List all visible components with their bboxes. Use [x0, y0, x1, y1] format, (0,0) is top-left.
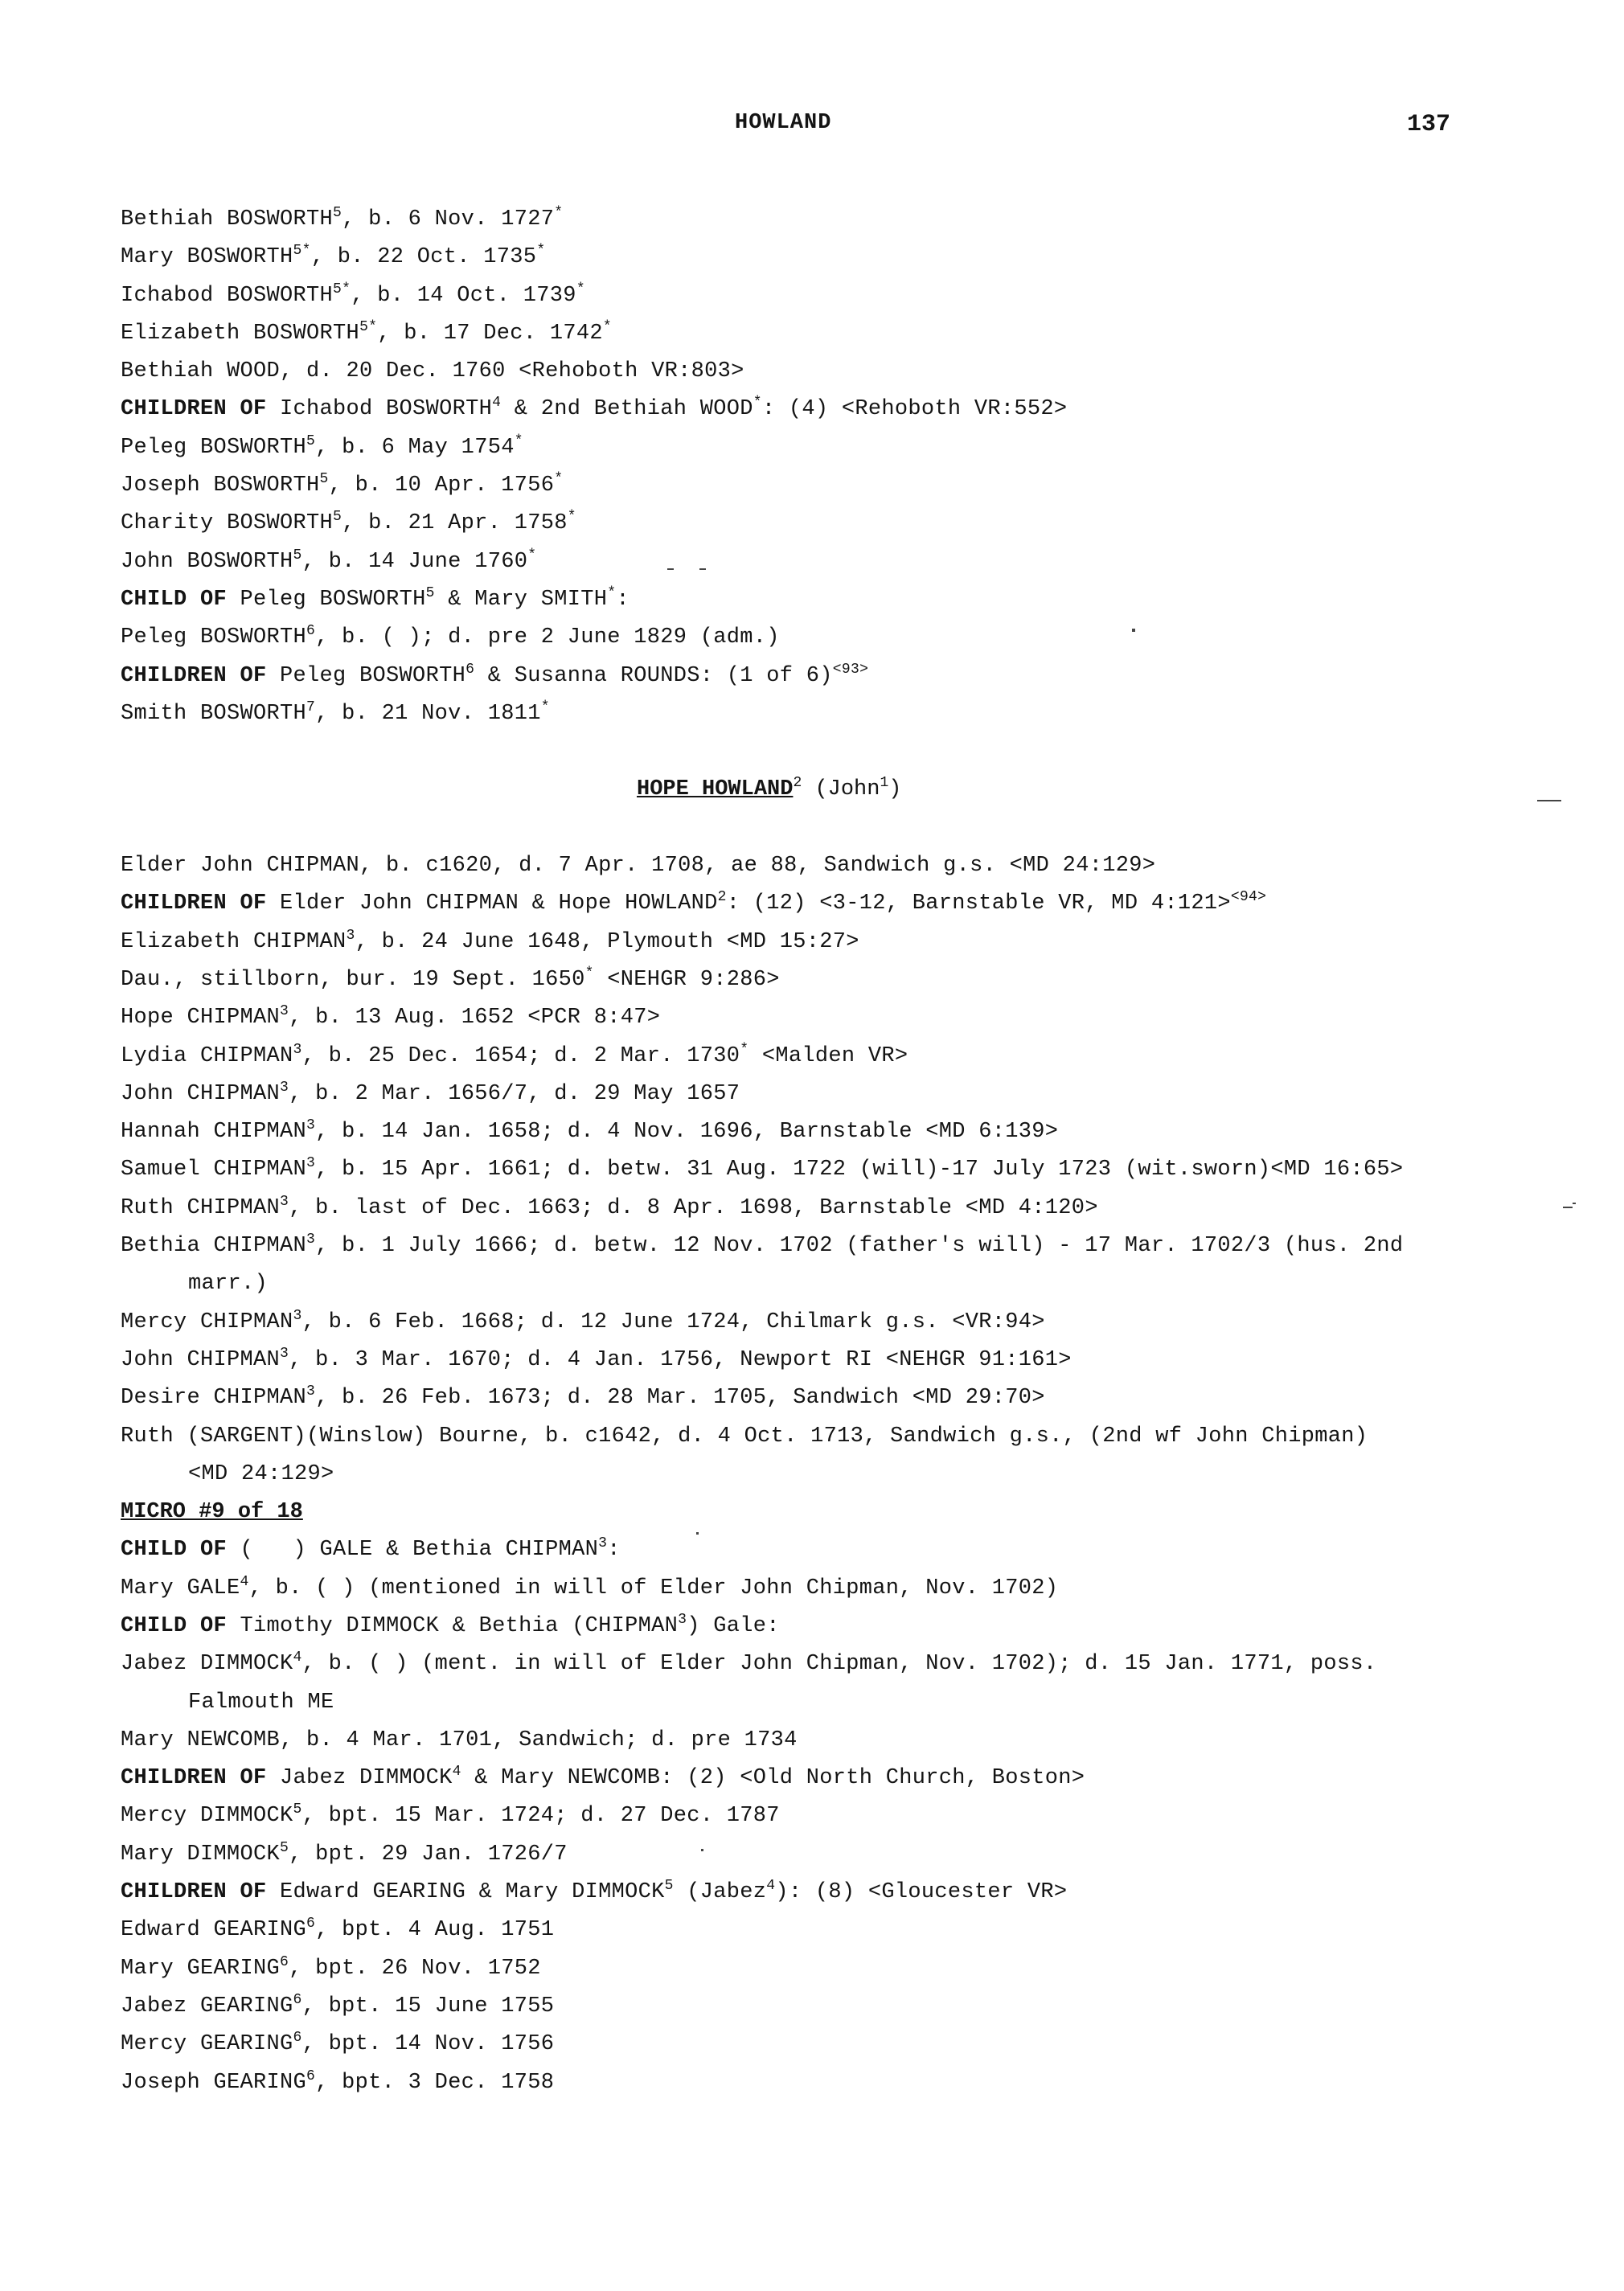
- entry-superscript: <94>: [1230, 889, 1267, 906]
- entry-text: , bpt. 4 Aug. 1751: [315, 1918, 555, 1943]
- entry-superscript: 4: [766, 1878, 776, 1895]
- entry-superscript: 3: [280, 1345, 289, 1362]
- entry-text: Falmouth ME: [188, 1690, 334, 1715]
- entry-line: [121, 239, 1487, 277]
- entry-superscript: 6: [293, 1991, 302, 2008]
- entry-text: Bethiah WOOD, d. 20 Dec. 1760 <Rehoboth VR:803>: [121, 359, 744, 384]
- entry-superscript: *: [514, 432, 523, 449]
- entry-line: [121, 391, 1487, 428]
- entry-superscript: 3: [280, 1079, 289, 1096]
- entry-line: [121, 1342, 1487, 1379]
- entry-superscript: 4: [492, 395, 502, 412]
- entry-text: , b. 26 Feb. 1673; d. 28 Mar. 1705, Sandwich <MD 29:70>: [315, 1386, 1045, 1411]
- entry-line: [121, 695, 1487, 733]
- entry-text: <Malden VR>: [748, 1043, 908, 1068]
- entry-text: Jabez GEARING: [121, 1994, 293, 2018]
- section-heading-sup: 2: [793, 775, 802, 792]
- section-heading-name: HOPE HOWLAND: [637, 777, 794, 802]
- entry-superscript: 3: [280, 1003, 289, 1020]
- entry-text: Ichabod BOSWORTH: [266, 397, 493, 422]
- entry-text: John CHIPMAN: [121, 1081, 281, 1106]
- section-heading-after-sup: 1: [880, 775, 889, 792]
- entry-superscript: 6: [306, 2068, 316, 2084]
- entry-text: , b. 13 Aug. 1652 <PCR 8:47>: [289, 1006, 661, 1031]
- entry-text: Mary BOSWORTH: [121, 245, 293, 270]
- entry-superscript: <93>: [832, 661, 869, 678]
- scan-mark: [667, 568, 674, 570]
- entry-superscript: *: [576, 281, 585, 297]
- section-heading-close: ): [888, 777, 902, 802]
- entry-text: Samuel CHIPMAN: [121, 1158, 307, 1182]
- entry-line: [121, 277, 1487, 315]
- entry-superscript: 5: [333, 509, 342, 526]
- entry-superscript: *: [584, 965, 594, 982]
- entry-line: [121, 315, 1487, 353]
- entry-text: Edward GEARING: [121, 1918, 307, 1943]
- entry-text: , bpt. 26 Nov. 1752: [289, 1956, 541, 1981]
- entry-superscript: 3: [293, 1041, 302, 1058]
- scan-mark: [1573, 1203, 1576, 1204]
- entry-line: [121, 1038, 1487, 1076]
- entry-text: , b. ( ); d. pre 2 June 1829 (adm.): [315, 625, 780, 650]
- entry-text: & Mary SMITH: [434, 587, 608, 612]
- scan-mark: [701, 1849, 703, 1851]
- entry-text: , b. last of Dec. 1663; d. 8 Apr. 1698, Barnstable <MD 4:120>: [289, 1195, 1098, 1220]
- scan-mark: [1537, 800, 1561, 801]
- entry-text: Jabez DIMMOCK: [121, 1652, 293, 1677]
- entry-line: [121, 619, 1487, 657]
- entry-line: [121, 1151, 1487, 1189]
- entry-text: Joseph BOSWORTH: [121, 473, 320, 498]
- entry-text: Mercy CHIPMAN: [121, 1309, 293, 1334]
- entry-text: , b. 14 Jan. 1658; d. 4 Nov. 1696, Barnstable <MD 6:139>: [315, 1120, 1059, 1145]
- entry-text: , b. ( ) (ment. in will of Elder John Chipman, Nov. 1702); d. 15 Jan. 1771, poss.: [301, 1652, 1377, 1677]
- entry-text: Hope CHIPMAN: [121, 1006, 281, 1031]
- entry-superscript: 5*: [293, 243, 311, 260]
- entry-text: , b. 21 Nov. 1811: [315, 701, 541, 726]
- entry-line: [121, 1456, 1487, 1494]
- entry-text: :: [616, 587, 630, 612]
- entry-text: Ruth CHIPMAN: [121, 1195, 281, 1220]
- entry-text: Smith BOSWORTH: [121, 701, 307, 726]
- entry-text: <MD 24:129>: [188, 1461, 334, 1486]
- entry-superscript: *: [607, 584, 617, 601]
- entry-line: [121, 1608, 1487, 1646]
- entry-text: , b. 14 Oct. 1739: [351, 283, 576, 308]
- entry-superscript: 3: [306, 1232, 316, 1248]
- entry-text: Elder John CHIPMAN & Hope HOWLAND: [266, 891, 718, 916]
- entry-superscript: *: [536, 243, 546, 260]
- entry-line: [121, 1570, 1487, 1608]
- entry-superscript: 6: [280, 1953, 289, 1970]
- entry-text: & Mary NEWCOMB: (2) <Old North Church, Boston>: [461, 1766, 1085, 1791]
- entry-line: [121, 353, 1487, 391]
- entry-text: , b. 1 July 1666; d. betw. 12 Nov. 1702 (father's will) - 17 Mar. 1702/3 (hus. 2nd: [315, 1234, 1404, 1259]
- entry-text: , b. 17 Dec. 1742: [377, 321, 603, 346]
- entry-text: , b. 15 Apr. 1661; d. betw. 31 Aug. 1722 (will)-17 July 1723 (wit.sworn)<MD 16:65>: [315, 1158, 1404, 1182]
- entry-line: [121, 1988, 1487, 2026]
- entry-heading: CHILD OF: [121, 1613, 228, 1638]
- entry-text: & Susanna ROUNDS: (1 of 6): [474, 663, 833, 688]
- page-body: [121, 201, 1487, 2102]
- entry-text: Bethia CHIPMAN: [121, 1234, 307, 1259]
- entry-superscript: 5: [280, 1839, 289, 1856]
- entry-superscript: 4: [240, 1573, 249, 1590]
- entry-superscript: 5: [293, 1801, 302, 1818]
- entry-superscript: *: [540, 699, 550, 715]
- entry-text: , b. 21 Apr. 1758: [342, 511, 568, 536]
- chipman-entries: [121, 847, 1487, 1494]
- entry-text: , b. 6 May 1754: [315, 435, 515, 460]
- entry-superscript: 3: [280, 1193, 289, 1210]
- entry-text: : (4) <Rehoboth VR:552>: [761, 397, 1068, 422]
- entry-text: , bpt. 15 June 1755: [301, 1994, 555, 2018]
- entry-superscript: 6: [306, 623, 316, 640]
- entry-text: Dau., stillborn, bur. 19 Sept. 1650: [121, 967, 585, 992]
- entry-text: ) Gale:: [687, 1613, 780, 1638]
- entry-superscript: *: [740, 1041, 749, 1058]
- entry-heading: CHILD OF: [121, 1538, 228, 1563]
- entry-superscript: 3: [306, 1383, 316, 1400]
- entry-text: , bpt. 3 Dec. 1758: [315, 2070, 555, 2095]
- entry-line: [121, 543, 1487, 581]
- entry-line: [121, 1227, 1487, 1265]
- entry-line: [121, 658, 1487, 695]
- entry-line: [121, 1684, 1487, 1722]
- entry-line: [121, 1113, 1487, 1151]
- bosworth-entries: [121, 201, 1487, 733]
- entry-text: Elizabeth BOSWORTH: [121, 321, 360, 346]
- scan-mark: [1563, 1207, 1573, 1208]
- entry-text: , b. 22 Oct. 1735: [310, 245, 537, 270]
- entry-text: Elder John CHIPMAN, b. c1620, d. 7 Apr. 1708, ae 88, Sandwich g.s. <MD 24:129>: [121, 854, 1156, 879]
- entry-line: [121, 999, 1487, 1037]
- scan-mark: [696, 1532, 699, 1535]
- entry-line: [121, 1760, 1487, 1797]
- page-number: 137: [1407, 111, 1451, 138]
- entry-heading: CHILD OF: [121, 587, 228, 612]
- entry-text: , bpt. 14 Nov. 1756: [301, 2032, 555, 2057]
- entry-text: Bethiah BOSWORTH: [121, 207, 334, 232]
- entry-superscript: 4: [293, 1650, 302, 1666]
- entry-text: Elizabeth CHIPMAN: [121, 929, 347, 954]
- entry-text: Mercy DIMMOCK: [121, 1804, 293, 1829]
- entry-text: Desire CHIPMAN: [121, 1386, 307, 1411]
- entry-line: [121, 1190, 1487, 1227]
- entry-text: Ruth (SARGENT)(Winslow) Bourne, b. c1642, d. 4 Oct. 1713, Sandwich g.s., (2nd wf John Chipman): [121, 1424, 1368, 1449]
- entry-line: [121, 505, 1487, 543]
- entry-superscript: *: [527, 547, 537, 564]
- entry-line: [121, 1646, 1487, 1683]
- entry-text: , bpt. 15 Mar. 1724; d. 27 Dec. 1787: [301, 1804, 780, 1829]
- entry-text: Peleg BOSWORTH: [227, 587, 426, 612]
- entry-text: marr.): [188, 1272, 269, 1297]
- entry-superscript: 5: [425, 584, 435, 601]
- entry-text: : (12) <3-12, Barnstable VR, MD 4:121>: [726, 891, 1231, 916]
- entry-line: [121, 1797, 1487, 1835]
- entry-line: [121, 961, 1487, 999]
- entry-superscript: *: [554, 205, 564, 221]
- entry-line: [121, 1874, 1487, 1912]
- entry-heading: CHILDREN OF: [121, 1880, 267, 1905]
- scan-mark: [1132, 629, 1135, 632]
- entry-text: & 2nd Bethiah WOOD: [501, 397, 753, 422]
- entry-line: [121, 1531, 1487, 1569]
- entry-text: Mary GEARING: [121, 1956, 281, 1981]
- entry-text: , b. 6 Nov. 1727: [342, 207, 555, 232]
- entry-superscript: *: [554, 471, 564, 488]
- entry-text: , b. 3 Mar. 1670; d. 4 Jan. 1756, Newport RI <NEHGR 91:161>: [289, 1347, 1072, 1372]
- entry-line: [121, 885, 1487, 923]
- entry-heading: CHILDREN OF: [121, 663, 267, 688]
- entry-line: [121, 1304, 1487, 1342]
- entry-text: Edward GEARING & Mary DIMMOCK: [266, 1880, 665, 1905]
- entry-line: [121, 429, 1487, 467]
- entry-superscript: *: [602, 318, 612, 335]
- micro-label: MICRO #9 of 18: [121, 1500, 303, 1525]
- entry-line: [121, 1265, 1487, 1303]
- entry-text: Charity BOSWORTH: [121, 511, 334, 536]
- entry-text: , bpt. 29 Jan. 1726/7: [289, 1842, 568, 1867]
- entry-heading: CHILDREN OF: [121, 891, 267, 916]
- entry-text: , b. 14 June 1760: [301, 549, 528, 574]
- entry-line: [121, 1950, 1487, 1988]
- entry-superscript: 2: [717, 889, 727, 906]
- entry-line: [121, 924, 1487, 961]
- entry-line: [121, 1836, 1487, 1874]
- entry-text: Mary DIMMOCK: [121, 1842, 281, 1867]
- entry-text: Peleg BOSWORTH: [121, 625, 307, 650]
- entry-superscript: *: [567, 509, 576, 526]
- entry-text: Mercy GEARING: [121, 2032, 293, 2057]
- entry-superscript: 7: [306, 699, 316, 715]
- scan-mark: [699, 568, 706, 570]
- entry-superscript: 3: [306, 1117, 316, 1134]
- entry-text: (Jabez: [673, 1880, 767, 1905]
- entry-superscript: 4: [452, 1764, 461, 1781]
- entry-line: [121, 201, 1487, 239]
- entry-text: Timothy DIMMOCK & Bethia (CHIPMAN: [227, 1613, 679, 1638]
- entry-superscript: 3: [306, 1155, 316, 1172]
- entry-superscript: 5: [293, 547, 302, 564]
- entry-heading: CHILDREN OF: [121, 1766, 267, 1791]
- entry-text: , b. 2 Mar. 1656/7, d. 29 May 1657: [289, 1081, 740, 1106]
- entry-text: , b. 10 Apr. 1756: [328, 473, 555, 498]
- entry-superscript: 3: [346, 927, 355, 944]
- entry-text: Lydia CHIPMAN: [121, 1043, 293, 1068]
- entry-line: [121, 2026, 1487, 2064]
- entry-text: , b. 25 Dec. 1654; d. 2 Mar. 1730: [301, 1043, 740, 1068]
- entry-text: John CHIPMAN: [121, 1347, 281, 1372]
- entry-text: Peleg BOSWORTH: [266, 663, 466, 688]
- entry-superscript: *: [753, 395, 762, 412]
- entry-line: [121, 1722, 1487, 1760]
- entry-superscript: 5: [306, 432, 316, 449]
- entry-line: [121, 847, 1487, 885]
- entry-text: ( ) GALE & Bethia CHIPMAN: [227, 1538, 599, 1563]
- entry-superscript: 5: [333, 205, 342, 221]
- section-heading: [121, 771, 1487, 809]
- entry-line: [121, 1379, 1487, 1417]
- entry-superscript: 6: [306, 1916, 316, 1932]
- entry-line: [121, 1076, 1487, 1113]
- entry-line: [121, 2064, 1487, 2102]
- entry-text: Jabez DIMMOCK: [266, 1766, 453, 1791]
- entry-superscript: 3: [678, 1611, 687, 1628]
- entry-text: , b. ( ) (mentioned in will of Elder John Chipman, Nov. 1702): [248, 1576, 1059, 1600]
- entry-line: [121, 1418, 1487, 1456]
- entry-text: :: [607, 1538, 621, 1563]
- entry-line: [121, 1912, 1487, 1949]
- entry-line: [121, 467, 1487, 505]
- entry-superscript: 6: [465, 661, 475, 678]
- entry-text: <NEHGR 9:286>: [593, 967, 780, 992]
- section-heading-after: (John: [802, 777, 880, 802]
- entry-text: ): (8) <Gloucester VR>: [775, 1880, 1068, 1905]
- entry-text: Hannah CHIPMAN: [121, 1120, 307, 1145]
- entry-superscript: 3: [293, 1307, 302, 1324]
- entry-text: , b. 24 June 1648, Plymouth <MD 15:27>: [355, 929, 859, 954]
- entry-superscript: 5: [664, 1878, 674, 1895]
- gale-dimmock-entries: [121, 1531, 1487, 2101]
- entry-line: [121, 581, 1487, 619]
- entry-superscript: 6: [293, 2030, 302, 2047]
- entry-text: Joseph GEARING: [121, 2070, 307, 2095]
- entry-superscript: 3: [598, 1535, 608, 1552]
- entry-text: Ichabod BOSWORTH: [121, 283, 334, 308]
- entry-text: Peleg BOSWORTH: [121, 435, 307, 460]
- entry-text: , b. 6 Feb. 1668; d. 12 June 1724, Chilmark g.s. <VR:94>: [301, 1309, 1045, 1334]
- running-head: HOWLAND: [735, 111, 832, 135]
- page-header: [0, 111, 1624, 143]
- entry-text: Mary GALE: [121, 1576, 240, 1600]
- entry-superscript: 5: [319, 471, 329, 488]
- entry-text: John BOSWORTH: [121, 549, 293, 574]
- entry-heading: CHILDREN OF: [121, 397, 267, 422]
- entry-text: Mary NEWCOMB, b. 4 Mar. 1701, Sandwich; d. pre 1734: [121, 1727, 798, 1752]
- entry-superscript: 5*: [359, 318, 378, 335]
- entry-superscript: 5*: [333, 281, 351, 297]
